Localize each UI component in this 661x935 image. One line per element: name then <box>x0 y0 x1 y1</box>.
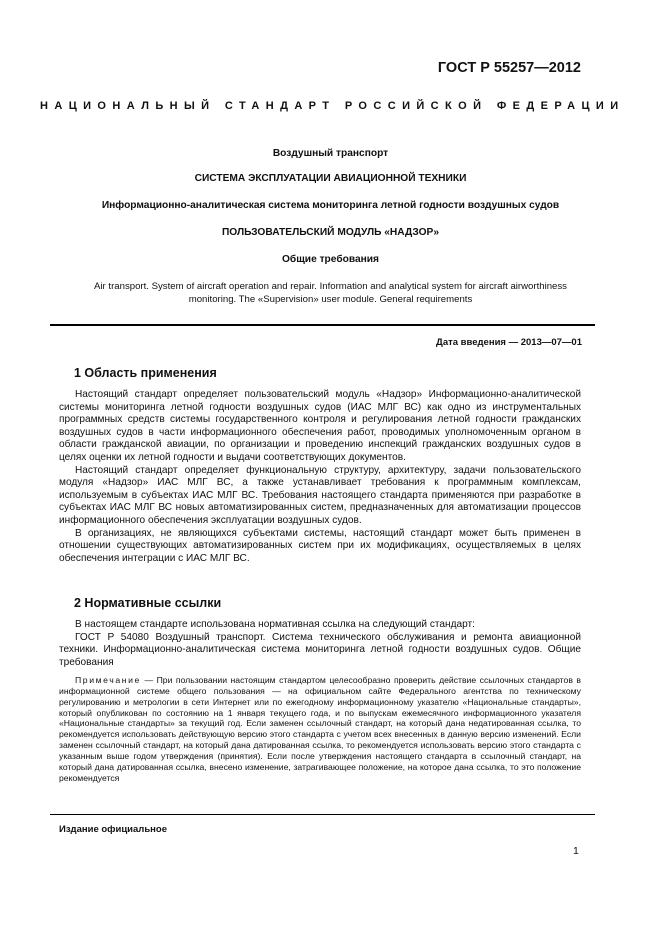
section-1-paragraph-1: Настоящий стандарт определяет пользовательский модуль «Надзор» Информационно-аналитической системы мониторинга летной годности воздушных судов (ИАС МЛГ ВС) как одно из инструментальных программных средств системы государственного контроля и регулирования летной годности гражданских воздушных судов в части информационного обеспечения работ, проводимых уполномоченным органом в области гражданской авиации, по организации и проведению инспекций гражданских воздушных судов в целях оценки их летной годности и выдачи соответствующих документов. <box>59 389 581 463</box>
official-edition-label: Издание официальное <box>59 824 167 835</box>
section-2-paragraph-1: В настоящем стандарте использована нормативная ссылка на следующий стандарт: <box>75 619 475 630</box>
english-title <box>70 281 591 306</box>
english-title-line-2: monitoring. The «Supervision» user module. General requirements <box>188 293 473 305</box>
section-1-body <box>59 389 581 565</box>
section-1-heading: 1 Область применения <box>74 366 217 380</box>
title-line-5: Общие требования <box>282 254 379 265</box>
section-2-body <box>59 619 581 669</box>
note-block <box>59 675 581 783</box>
title-line-3: Информационно-аналитическая система мониторинга летной годности воздушных судов <box>101 200 560 211</box>
title-divider <box>50 324 595 326</box>
section-1-paragraph-2: Настоящий стандарт определяет функциональную структуру, архитектуру, задачи пользовательского модуля «Надзор» ИАС МЛГ ВС, а также устанавливает требования к программным комплексам, используемым в субъектах ИАС МЛГ ВС. Требования настоящего стандарта применяются при разработке в субъектах ИАС МЛГ ВС новых автоматизированных систем, предназначенных для автоматизации процессов информационного обеспечения эксплуатации воздушных судов. <box>59 464 581 526</box>
page-number: 1 <box>573 845 579 857</box>
introduction-date: Дата введения — 2013—07—01 <box>436 337 582 348</box>
section-2-reference: ГОСТ Р 54080 Воздушный транспорт. Система технического обслуживания и ремонта авиационной техники. Информационно-аналитическая система мониторинга летной годности воздушных судов. Общие требования <box>59 631 581 668</box>
note-label: Примечание <box>75 675 141 685</box>
title-line-1: Воздушный транспорт <box>272 148 389 159</box>
note-text: — При пользовании настоящим стандартом целесообразно проверить действие ссылочных стандартов в информационной системе общего пользования — на официальном сайте Федерального агентства по техническому регулированию и метрологии в сети Интернет или по ежегодному информационному указателю «Национальные стандарты», который опубликован по состоянию на 1 января текущего года, и по выпускам ежемесячного информационного указателя «Национальные стандарты» за текущий год. Если заменен ссылочный стандарт, на который дана недатированная ссылка, то рекомендуется использовать действующую версию этого стандарта с учетом всех внесенных в данную версию изменений. Если заменен ссылочный стандарт, на который дана датированная ссылка, то рекомендуется использовать версию этого стандарта с указанным выше годом утверждения (принятия). Если после утверждения настоящего стандарта в ссылочный стандарт, на который дана датированная ссылка, внесено изменение, затрагивающее положение, на которое дана ссылка, то это положение рекомендуется <box>59 675 581 783</box>
title-line-4: ПОЛЬЗОВАТЕЛЬСКИЙ МОДУЛЬ «НАДЗОР» <box>221 227 440 238</box>
section-2-heading: 2 Нормативные ссылки <box>74 596 222 610</box>
english-title-line-1: Air transport. System of aircraft operation and repair. Information and analytical system for aircraft airworthiness <box>94 281 567 292</box>
national-standard-banner: НАЦИОНАЛЬНЫЙ СТАНДАРТ РОССИЙСКОЙ ФЕДЕРАЦИИ <box>40 100 625 112</box>
gost-designation: ГОСТ Р 55257—2012 <box>437 60 581 76</box>
title-line-2: СИСТЕМА ЭКСПЛУАТАЦИИ АВИАЦИОННОЙ ТЕХНИКИ <box>194 173 467 184</box>
footer-divider <box>50 814 595 815</box>
section-1-paragraph-3: В организациях, не являющихся субъектами системы, настоящий стандарт может быть применен в отношении существующих автоматизированных систем при их модификациях, осуществляемых в целях обеспечения интеграции с ИАС МЛГ ВС. <box>59 527 581 564</box>
